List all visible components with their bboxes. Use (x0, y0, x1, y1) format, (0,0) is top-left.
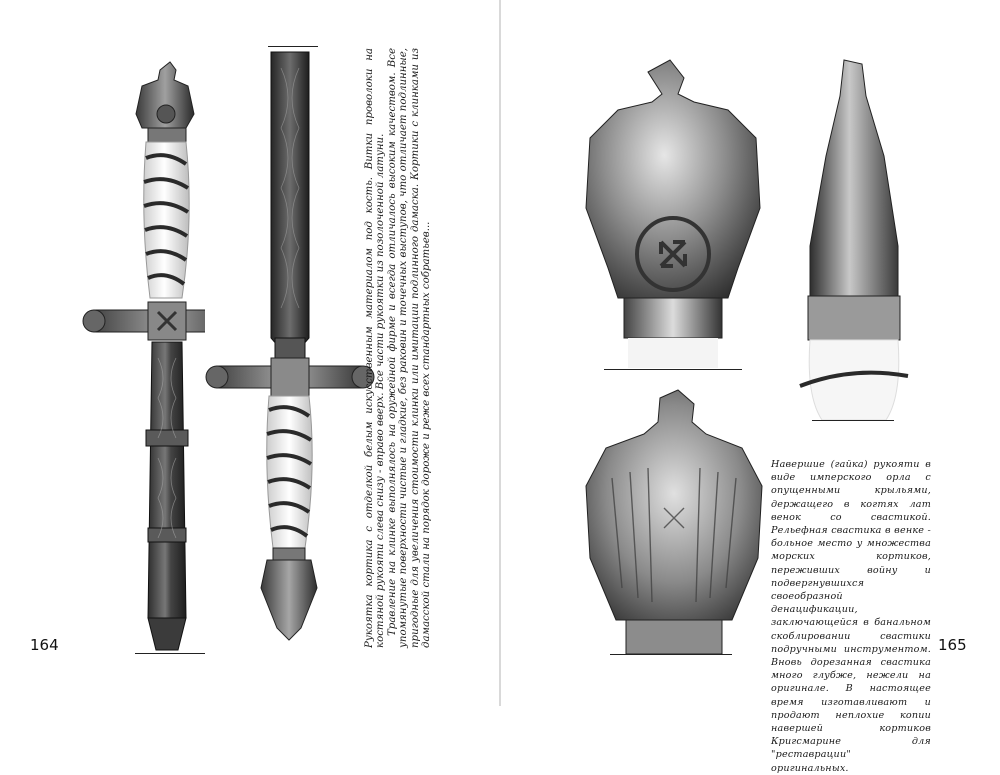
photo-rule-bottom (610, 654, 732, 655)
dagger-photo-blade (205, 48, 375, 658)
page-gutter (499, 0, 501, 706)
pommel-photo-side (786, 56, 918, 420)
pommel-caption: Навершие (гайка) рукояти в виде имперского орла с опущенными крыльями, держащего в когтях лат венок со свастикой. Рельефная свастика в венке - больное место у множества морских кортиков, переживших войну и подвергнувшихся своеобразной денацификации, заключающейся в банальном скоблировании свастики подручными инструментом. Вновь дорезанная свастика много глубже, нежели на оригинале. В настоящее время изготавливают и продают неплохие копии навершей кортиков Кригсмарине для "реставрации" оригинальных. (771, 459, 931, 774)
photo-rule-center (268, 46, 318, 47)
page-number-left: 164 (30, 636, 59, 654)
photo-rule-left (135, 653, 205, 654)
vertical-caption (364, 48, 454, 648)
page-number-right: 165 (938, 636, 967, 654)
pommel-photo-front (578, 58, 768, 368)
caption-paragraph-1: Рукоятка кортика с отделкой белым искусственным материалом под кость. Витки проволоки на костяной рукояти слева снизу - вправо вверх. Все части рукоятки из позолоченной латуни. (364, 48, 387, 648)
photo-rule-top-left (604, 369, 742, 370)
caption-paragraph-2: Травление на клинке выполнялось на оружейной фирме и всегда отличалось высоким качеством. Все упомянутые поверхности чистые и гладкие, без раковин и точечных выступов, что отличает подлинные, пригодные для увеличения стоимости клинки или имитации подлинного дамаска. Кортики с клинками из дамасской стали на порядок дороже и реже всех стандартных собратьев... (386, 48, 433, 648)
pommel-photo-detail (582, 388, 766, 654)
photo-rule-top-right (812, 420, 894, 421)
